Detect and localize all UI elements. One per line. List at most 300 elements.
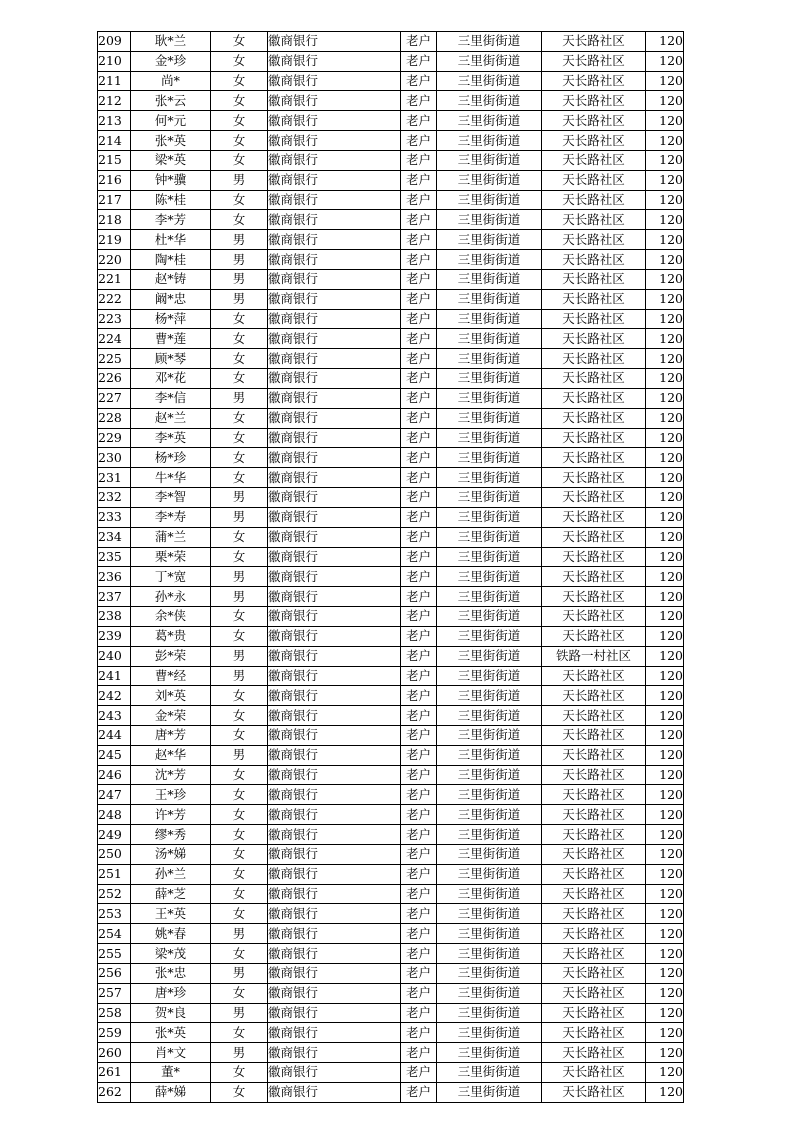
person-name: 李*芳 (131, 210, 211, 230)
gender-cell: 女 (211, 190, 268, 210)
amount-cell: 120 (646, 428, 684, 448)
person-name: 赵*华 (131, 745, 211, 765)
bank-cell: 徽商银行 (268, 309, 401, 329)
person-name: 杨*萍 (131, 309, 211, 329)
person-name: 唐*芳 (131, 725, 211, 745)
community-cell: 天长路社区 (542, 983, 646, 1003)
bank-cell: 徽商银行 (268, 1043, 401, 1063)
amount-cell: 120 (646, 51, 684, 71)
bank-cell: 徽商银行 (268, 963, 401, 983)
household-type-cell: 老户 (401, 131, 437, 151)
table-row (98, 983, 684, 1003)
person-name: 牛*华 (131, 468, 211, 488)
gender-cell: 女 (211, 210, 268, 230)
person-name: 薛*芝 (131, 884, 211, 904)
bank-cell: 徽商银行 (268, 388, 401, 408)
gender-cell: 男 (211, 170, 268, 190)
table-row (98, 289, 684, 309)
household-type-cell: 老户 (401, 686, 437, 706)
bank-cell: 徽商银行 (268, 170, 401, 190)
gender-cell: 女 (211, 51, 268, 71)
gender-cell: 女 (211, 1063, 268, 1083)
street-cell: 三里街街道 (437, 230, 542, 250)
street-cell: 三里街街道 (437, 507, 542, 527)
amount-cell: 120 (646, 864, 684, 884)
amount-cell: 120 (646, 388, 684, 408)
community-cell: 天长路社区 (542, 210, 646, 230)
household-type-cell: 老户 (401, 963, 437, 983)
bank-cell: 徽商银行 (268, 825, 401, 845)
person-name: 梁*茂 (131, 944, 211, 964)
table-row (98, 1023, 684, 1043)
person-name: 赵*铸 (131, 269, 211, 289)
household-type-cell: 老户 (401, 468, 437, 488)
row-number: 238 (98, 607, 131, 627)
gender-cell: 女 (211, 309, 268, 329)
person-name: 许*芳 (131, 805, 211, 825)
gender-cell: 女 (211, 527, 268, 547)
row-number: 252 (98, 884, 131, 904)
row-number: 244 (98, 725, 131, 745)
bank-cell: 徽商银行 (268, 150, 401, 170)
community-cell: 天长路社区 (542, 408, 646, 428)
amount-cell: 120 (646, 983, 684, 1003)
street-cell: 三里街街道 (437, 32, 542, 52)
bank-cell: 徽商银行 (268, 666, 401, 686)
gender-cell: 女 (211, 32, 268, 52)
amount-cell: 120 (646, 547, 684, 567)
household-type-cell: 老户 (401, 1023, 437, 1043)
amount-cell: 120 (646, 626, 684, 646)
amount-cell: 120 (646, 1023, 684, 1043)
row-number: 255 (98, 944, 131, 964)
table-row (98, 349, 684, 369)
row-number: 237 (98, 587, 131, 607)
street-cell: 三里街街道 (437, 329, 542, 349)
row-number: 236 (98, 567, 131, 587)
amount-cell: 120 (646, 468, 684, 488)
amount-cell: 120 (646, 963, 684, 983)
row-number: 221 (98, 269, 131, 289)
household-type-cell: 老户 (401, 607, 437, 627)
street-cell: 三里街街道 (437, 91, 542, 111)
bank-cell: 徽商银行 (268, 111, 401, 131)
gender-cell: 男 (211, 388, 268, 408)
bank-cell: 徽商银行 (268, 983, 401, 1003)
community-cell: 天长路社区 (542, 1082, 646, 1102)
street-cell: 三里街街道 (437, 983, 542, 1003)
community-cell: 天长路社区 (542, 230, 646, 250)
community-cell: 天长路社区 (542, 448, 646, 468)
row-number: 224 (98, 329, 131, 349)
household-type-cell: 老户 (401, 547, 437, 567)
row-number: 262 (98, 1082, 131, 1102)
table-row (98, 666, 684, 686)
household-type-cell: 老户 (401, 329, 437, 349)
table-row (98, 765, 684, 785)
street-cell: 三里街街道 (437, 488, 542, 508)
amount-cell: 120 (646, 844, 684, 864)
household-type-cell: 老户 (401, 448, 437, 468)
table-row (98, 924, 684, 944)
row-number: 248 (98, 805, 131, 825)
bank-cell: 徽商银行 (268, 349, 401, 369)
community-cell: 天长路社区 (542, 488, 646, 508)
gender-cell: 女 (211, 944, 268, 964)
bank-cell: 徽商银行 (268, 1023, 401, 1043)
amount-cell: 120 (646, 1063, 684, 1083)
community-cell: 天长路社区 (542, 805, 646, 825)
row-number: 233 (98, 507, 131, 527)
street-cell: 三里街街道 (437, 210, 542, 230)
community-cell: 天长路社区 (542, 587, 646, 607)
amount-cell: 120 (646, 111, 684, 131)
community-cell: 天长路社区 (542, 111, 646, 131)
row-number: 250 (98, 844, 131, 864)
row-number: 210 (98, 51, 131, 71)
amount-cell: 120 (646, 329, 684, 349)
row-number: 214 (98, 131, 131, 151)
community-cell: 天长路社区 (542, 1063, 646, 1083)
household-type-cell: 老户 (401, 527, 437, 547)
bank-cell: 徽商银行 (268, 250, 401, 270)
table-row (98, 963, 684, 983)
community-cell: 天长路社区 (542, 507, 646, 527)
bank-cell: 徽商银行 (268, 1082, 401, 1102)
amount-cell: 120 (646, 1082, 684, 1102)
community-cell: 天长路社区 (542, 150, 646, 170)
household-type-cell: 老户 (401, 230, 437, 250)
amount-cell: 120 (646, 745, 684, 765)
person-name: 梁*英 (131, 150, 211, 170)
gender-cell: 女 (211, 626, 268, 646)
row-number: 259 (98, 1023, 131, 1043)
bank-cell: 徽商银行 (268, 190, 401, 210)
street-cell: 三里街街道 (437, 1043, 542, 1063)
row-number: 247 (98, 785, 131, 805)
table-row (98, 1043, 684, 1063)
community-cell: 天长路社区 (542, 884, 646, 904)
row-number: 231 (98, 468, 131, 488)
person-name: 张*云 (131, 91, 211, 111)
table-row (98, 111, 684, 131)
amount-cell: 120 (646, 706, 684, 726)
table-row (98, 527, 684, 547)
person-name: 沈*芳 (131, 765, 211, 785)
household-type-cell: 老户 (401, 745, 437, 765)
household-type-cell: 老户 (401, 91, 437, 111)
community-cell: 天长路社区 (542, 1043, 646, 1063)
community-cell: 天长路社区 (542, 309, 646, 329)
person-name: 栗*荣 (131, 547, 211, 567)
table-row (98, 448, 684, 468)
row-number: 251 (98, 864, 131, 884)
community-cell: 天长路社区 (542, 686, 646, 706)
gender-cell: 女 (211, 607, 268, 627)
bank-cell: 徽商银行 (268, 607, 401, 627)
street-cell: 三里街街道 (437, 626, 542, 646)
street-cell: 三里街街道 (437, 666, 542, 686)
bank-cell: 徽商银行 (268, 71, 401, 91)
row-number: 234 (98, 527, 131, 547)
table-row (98, 745, 684, 765)
community-cell: 天长路社区 (542, 765, 646, 785)
table-row (98, 864, 684, 884)
table-row (98, 210, 684, 230)
household-type-cell: 老户 (401, 765, 437, 785)
bank-cell: 徽商银行 (268, 329, 401, 349)
person-name: 余*侠 (131, 607, 211, 627)
table-row (98, 91, 684, 111)
amount-cell: 120 (646, 507, 684, 527)
row-number: 246 (98, 765, 131, 785)
household-type-cell: 老户 (401, 32, 437, 52)
person-name: 顾*琴 (131, 349, 211, 369)
amount-cell: 120 (646, 71, 684, 91)
person-name: 王*英 (131, 904, 211, 924)
street-cell: 三里街街道 (437, 250, 542, 270)
table-row (98, 825, 684, 845)
gender-cell: 女 (211, 884, 268, 904)
street-cell: 三里街街道 (437, 71, 542, 91)
gender-cell: 男 (211, 646, 268, 666)
street-cell: 三里街街道 (437, 706, 542, 726)
row-number: 211 (98, 71, 131, 91)
community-cell: 天长路社区 (542, 329, 646, 349)
person-name: 何*元 (131, 111, 211, 131)
table-row (98, 51, 684, 71)
bank-cell: 徽商银行 (268, 32, 401, 52)
gender-cell: 女 (211, 111, 268, 131)
bank-cell: 徽商银行 (268, 91, 401, 111)
gender-cell: 男 (211, 924, 268, 944)
table-row (98, 547, 684, 567)
gender-cell: 男 (211, 1043, 268, 1063)
person-name: 尚* (131, 71, 211, 91)
bank-cell: 徽商银行 (268, 844, 401, 864)
bank-cell: 徽商银行 (268, 468, 401, 488)
community-cell: 天长路社区 (542, 250, 646, 270)
bank-cell: 徽商银行 (268, 785, 401, 805)
household-type-cell: 老户 (401, 369, 437, 389)
amount-cell: 120 (646, 527, 684, 547)
gender-cell: 男 (211, 230, 268, 250)
person-name: 肖*文 (131, 1043, 211, 1063)
street-cell: 三里街街道 (437, 607, 542, 627)
amount-cell: 120 (646, 349, 684, 369)
table-row (98, 844, 684, 864)
bank-cell: 徽商银行 (268, 131, 401, 151)
table-row (98, 785, 684, 805)
household-type-cell: 老户 (401, 587, 437, 607)
table-row (98, 369, 684, 389)
person-name: 张*忠 (131, 963, 211, 983)
person-name: 张*英 (131, 131, 211, 151)
bank-cell: 徽商银行 (268, 527, 401, 547)
table-row (98, 190, 684, 210)
amount-cell: 120 (646, 725, 684, 745)
gender-cell: 女 (211, 725, 268, 745)
gender-cell: 男 (211, 567, 268, 587)
street-cell: 三里街街道 (437, 963, 542, 983)
household-type-cell: 老户 (401, 250, 437, 270)
table-row (98, 706, 684, 726)
bank-cell: 徽商银行 (268, 587, 401, 607)
community-cell: 天长路社区 (542, 388, 646, 408)
bank-cell: 徽商银行 (268, 428, 401, 448)
household-type-cell: 老户 (401, 408, 437, 428)
household-type-cell: 老户 (401, 488, 437, 508)
household-type-cell: 老户 (401, 725, 437, 745)
person-name: 陈*桂 (131, 190, 211, 210)
amount-cell: 120 (646, 91, 684, 111)
row-number: 217 (98, 190, 131, 210)
table-row (98, 567, 684, 587)
row-number: 245 (98, 745, 131, 765)
person-name: 金*珍 (131, 51, 211, 71)
amount-cell: 120 (646, 666, 684, 686)
household-type-cell: 老户 (401, 1063, 437, 1083)
table-row (98, 329, 684, 349)
amount-cell: 120 (646, 1003, 684, 1023)
household-type-cell: 老户 (401, 706, 437, 726)
gender-cell: 女 (211, 468, 268, 488)
household-type-cell: 老户 (401, 349, 437, 369)
amount-cell: 120 (646, 269, 684, 289)
amount-cell: 120 (646, 904, 684, 924)
street-cell: 三里街街道 (437, 805, 542, 825)
person-name: 汤*娣 (131, 844, 211, 864)
gender-cell: 女 (211, 844, 268, 864)
household-type-cell: 老户 (401, 1043, 437, 1063)
street-cell: 三里街街道 (437, 150, 542, 170)
street-cell: 三里街街道 (437, 111, 542, 131)
gender-cell: 女 (211, 805, 268, 825)
row-number: 226 (98, 369, 131, 389)
bank-cell: 徽商银行 (268, 507, 401, 527)
street-cell: 三里街街道 (437, 686, 542, 706)
community-cell: 天长路社区 (542, 626, 646, 646)
street-cell: 三里街街道 (437, 51, 542, 71)
row-number: 257 (98, 983, 131, 1003)
person-name: 葛*贵 (131, 626, 211, 646)
row-number: 242 (98, 686, 131, 706)
amount-cell: 120 (646, 190, 684, 210)
community-cell: 天长路社区 (542, 71, 646, 91)
household-type-cell: 老户 (401, 1082, 437, 1102)
person-name: 赵*兰 (131, 408, 211, 428)
table-row (98, 904, 684, 924)
person-name: 刘*英 (131, 686, 211, 706)
amount-cell: 120 (646, 32, 684, 52)
community-cell: 天长路社区 (542, 963, 646, 983)
community-cell: 天长路社区 (542, 547, 646, 567)
bank-cell: 徽商银行 (268, 904, 401, 924)
person-name: 钟*骥 (131, 170, 211, 190)
household-type-cell: 老户 (401, 210, 437, 230)
bank-cell: 徽商银行 (268, 626, 401, 646)
community-cell: 天长路社区 (542, 170, 646, 190)
amount-cell: 120 (646, 785, 684, 805)
street-cell: 三里街街道 (437, 349, 542, 369)
street-cell: 三里街街道 (437, 904, 542, 924)
street-cell: 三里街街道 (437, 269, 542, 289)
bank-cell: 徽商银行 (268, 864, 401, 884)
community-cell: 天长路社区 (542, 369, 646, 389)
street-cell: 三里街街道 (437, 428, 542, 448)
bank-cell: 徽商银行 (268, 944, 401, 964)
amount-cell: 120 (646, 1043, 684, 1063)
table-row (98, 587, 684, 607)
community-cell: 天长路社区 (542, 428, 646, 448)
household-type-cell: 老户 (401, 825, 437, 845)
community-cell: 天长路社区 (542, 904, 646, 924)
gender-cell: 女 (211, 329, 268, 349)
person-name: 杜*华 (131, 230, 211, 250)
table-row (98, 607, 684, 627)
amount-cell: 120 (646, 765, 684, 785)
community-cell: 天长路社区 (542, 51, 646, 71)
street-cell: 三里街街道 (437, 369, 542, 389)
amount-cell: 120 (646, 924, 684, 944)
street-cell: 三里街街道 (437, 1082, 542, 1102)
street-cell: 三里街街道 (437, 745, 542, 765)
street-cell: 三里街街道 (437, 587, 542, 607)
person-name: 蒲*兰 (131, 527, 211, 547)
row-number: 239 (98, 626, 131, 646)
amount-cell: 120 (646, 210, 684, 230)
street-cell: 三里街街道 (437, 1003, 542, 1023)
household-type-cell: 老户 (401, 567, 437, 587)
person-name: 丁*宽 (131, 567, 211, 587)
household-type-cell: 老户 (401, 844, 437, 864)
gender-cell: 女 (211, 1023, 268, 1043)
person-name: 李*智 (131, 488, 211, 508)
household-type-cell: 老户 (401, 1003, 437, 1023)
street-cell: 三里街街道 (437, 131, 542, 151)
amount-cell: 120 (646, 408, 684, 428)
amount-cell: 120 (646, 150, 684, 170)
community-cell: 天长路社区 (542, 745, 646, 765)
row-number: 235 (98, 547, 131, 567)
street-cell: 三里街街道 (437, 646, 542, 666)
amount-cell: 120 (646, 686, 684, 706)
community-cell: 天长路社区 (542, 1003, 646, 1023)
household-type-cell: 老户 (401, 71, 437, 91)
community-cell: 天长路社区 (542, 607, 646, 627)
bank-cell: 徽商银行 (268, 884, 401, 904)
person-name: 耿*兰 (131, 32, 211, 52)
amount-cell: 120 (646, 131, 684, 151)
bank-cell: 徽商银行 (268, 567, 401, 587)
gender-cell: 男 (211, 745, 268, 765)
community-cell: 天长路社区 (542, 527, 646, 547)
gender-cell: 女 (211, 428, 268, 448)
gender-cell: 男 (211, 289, 268, 309)
street-cell: 三里街街道 (437, 844, 542, 864)
gender-cell: 女 (211, 825, 268, 845)
street-cell: 三里街街道 (437, 864, 542, 884)
roster-table (97, 31, 684, 1103)
table-row (98, 725, 684, 745)
row-number: 216 (98, 170, 131, 190)
amount-cell: 120 (646, 567, 684, 587)
person-name: 孙*兰 (131, 864, 211, 884)
gender-cell: 女 (211, 150, 268, 170)
row-number: 249 (98, 825, 131, 845)
household-type-cell: 老户 (401, 904, 437, 924)
table-row (98, 230, 684, 250)
